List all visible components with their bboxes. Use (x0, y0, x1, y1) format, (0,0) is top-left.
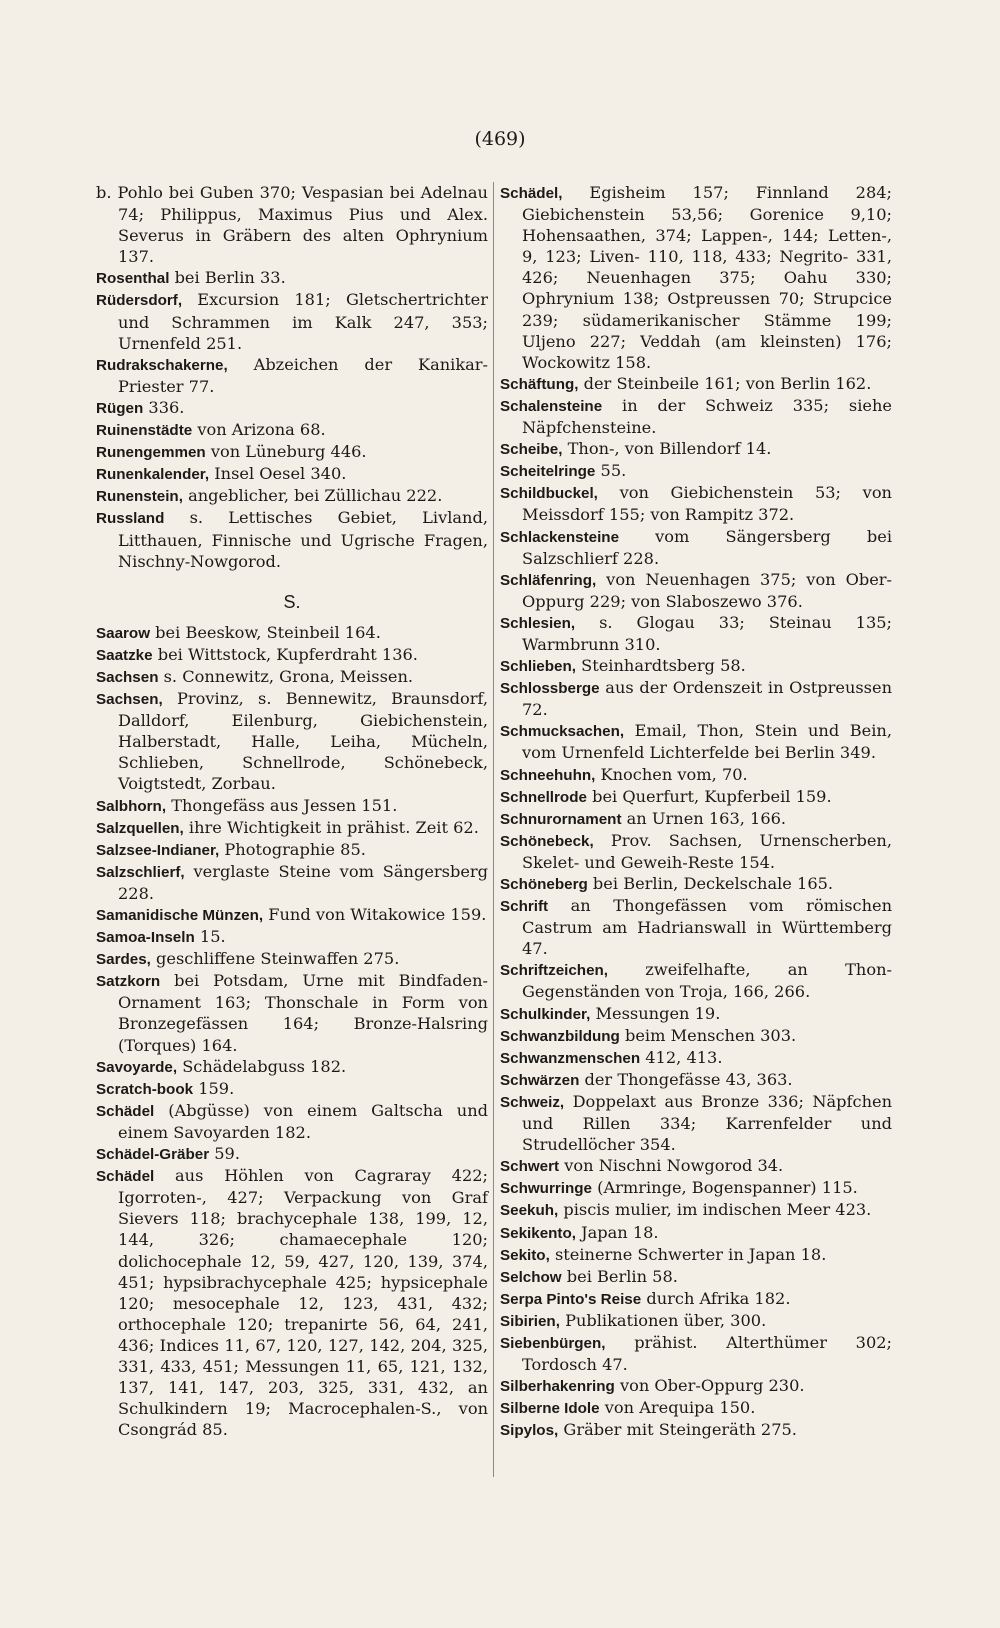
index-entry (500, 1177, 892, 1199)
entry-heading: Ruinenstädte (96, 422, 193, 440)
index-entry (500, 612, 892, 655)
entry-text: Thongefäss aus Jessen 151. (166, 795, 398, 815)
entry-heading: Siebenbürgen, (500, 1334, 606, 1352)
index-entry (500, 1332, 892, 1375)
index-entry (500, 1155, 892, 1177)
index-entry (500, 395, 892, 438)
entry-heading: Schädel-Gräber (96, 1146, 210, 1164)
entry-heading: Schlesien, (500, 614, 576, 632)
index-entry (96, 839, 488, 861)
entry-text: Excursion 181; Gletschertrichter und Schrammen im Kalk 247, 353; Urnenfeld 251. (118, 290, 488, 353)
entry-heading: Samoa-Inseln (96, 929, 195, 947)
entry-heading: Saarow (96, 624, 151, 642)
entry-heading: Scheibe, (500, 441, 563, 459)
entry-text: Japan 18. (575, 1222, 659, 1242)
entry-text: Schädelabguss 182. (177, 1056, 347, 1076)
entry-text: 412, 413. (640, 1047, 723, 1067)
entry-text: Prov. Sachsen, Urnenscherben, Skelet- und Geweih-Reste 154. (522, 830, 892, 872)
entry-text: der Steinbeile 161; von Berlin 162. (578, 373, 872, 393)
entry-text: Messungen 19. (590, 1003, 721, 1023)
entry-text: Abzeichen der Kanikar-Priester 77. (118, 354, 488, 396)
entry-heading: Salzquellen, (96, 819, 184, 837)
index-entry (500, 1003, 892, 1025)
entry-heading: Schlossberge (500, 680, 600, 698)
right-column (500, 182, 892, 1441)
entry-heading: Schlackensteine (500, 528, 620, 546)
index-entry (96, 1143, 488, 1165)
index-entry (500, 1091, 892, 1155)
entry-text: b. Pohlo bei Guben 370; Vespasian bei Adelnau 74; Philippus, Maximus Pius und Alex. Severus in Gräbern des alten Ophrynium 137. (96, 183, 488, 267)
index-entry (500, 1397, 892, 1419)
entry-text: bei Berlin, Deckelschale 165. (587, 874, 834, 893)
entry-text: durch Afrika 182. (641, 1288, 791, 1308)
entry-text: s. Glogau 33; Steinau 135; Warmbrunn 310. (522, 612, 892, 654)
index-entry (500, 655, 892, 677)
entry-heading: Schwurringe (500, 1180, 592, 1198)
entry-text: Egisheim 157; Finnland 284; Giebichenstein 53,56; Gorenice 9,10; Hohensaathen, 374; Lappen-, 144; Letten-, 9, 123; Liven- 110, 118, 433; Negrito- 331, 426; Neuenhagen 375; Oahu 330; Ophrynium 138; Ostpreussen 70; Strupcice 239; südamerikanischer Stämme 199; Uljeno 227; Veddah (am kleinsten) 176; Wockowitz 158. (522, 183, 892, 372)
index-entry (96, 419, 488, 441)
index-entry (96, 926, 488, 948)
entry-text: Knochen vom, 70. (595, 764, 748, 784)
entry-heading: Rügen (96, 399, 144, 417)
index-entry (96, 1078, 488, 1100)
entry-text: von Ober-Oppurg 230. (614, 1376, 805, 1396)
entry-text: bei Berlin 58. (561, 1266, 678, 1286)
entry-heading: Saatzke (96, 646, 153, 664)
index-entry (500, 1375, 892, 1397)
entry-text: (Abgüsse) von einem Galtscha und einem Savoyarden 182. (118, 1100, 488, 1142)
index-entry (96, 948, 488, 970)
entry-heading: Schwanzbildung (500, 1027, 620, 1045)
entry-text: aus der Ordenszeit in Ostpreussen 72. (522, 678, 892, 720)
entry-heading: Sekikento, (500, 1224, 576, 1242)
entry-text: 55. (595, 461, 627, 481)
entry-text: piscis mulier, im indischen Meer 423. (558, 1200, 872, 1220)
entry-heading: Sachsen, (96, 691, 163, 709)
index-entry (500, 1069, 892, 1091)
index-entry (500, 808, 892, 830)
entry-heading: Rosenthal (96, 270, 170, 288)
entry-text: Gräber mit Steingeräth 275. (558, 1420, 797, 1440)
index-entry (96, 1100, 488, 1143)
index-entry (96, 354, 488, 397)
entry-heading: Schweiz, (500, 1093, 565, 1111)
index-entry (500, 1199, 892, 1221)
index-entry (500, 1310, 892, 1332)
entry-text: von Arequipa 150. (599, 1398, 756, 1418)
entry-text: an Urnen 163, 166. (621, 808, 787, 828)
entry-text: Insel Oesel 340. (209, 464, 347, 484)
entry-text: prähist. Alterthümer 302; Tordosch 47. (522, 1332, 892, 1375)
index-entry (96, 1165, 488, 1440)
entry-text: Thon-, von Billendorf 14. (562, 439, 772, 459)
index-entry (500, 569, 892, 612)
entry-text: von Lüneburg 446. (205, 442, 367, 462)
index-entry (500, 1419, 892, 1441)
index-entry (500, 1288, 892, 1310)
entry-heading: Sipylos, (500, 1422, 559, 1440)
entry-text: verglaste Steine vom Sängersberg 228. (118, 861, 488, 903)
entry-text: in der Schweiz 335; siehe Näpfchensteine. (522, 395, 892, 438)
entry-heading: Sibirien, (500, 1312, 560, 1330)
entry-heading: Selchow (500, 1268, 562, 1286)
index-entry (500, 460, 892, 482)
entry-text: vom Sängersberg bei Salzschlierf 228. (522, 526, 892, 568)
index-entry (96, 795, 488, 817)
entry-heading: Rüdersdorf, (96, 292, 183, 310)
index-entry (96, 1056, 488, 1078)
index-entry (96, 485, 488, 507)
entry-text: bei Potsdam, Urne mit Bindfaden-Ornament 163; Thonschale in Form von Bronzegefässen 164; Bronze-Halsring (Torques) 164. (118, 971, 488, 1055)
entry-heading: Schäftung, (500, 375, 579, 393)
entry-text: geschliffene Steinwaffen 275. (150, 949, 400, 969)
index-entry (500, 895, 892, 959)
index-entry (96, 397, 488, 419)
index-entry (500, 1266, 892, 1288)
entry-text: Email, Thon, Stein und Bein, vom Urnenfeld Lichterfelde bei Berlin 349. (522, 721, 892, 763)
entry-text: bei Beeskow, Steinbeil 164. (150, 622, 381, 642)
entry-text: von Nischni Nowgorod 34. (559, 1156, 784, 1176)
page-number: (469) (474, 128, 526, 150)
entry-heading: Schwanzmenschen (500, 1049, 641, 1067)
left-column (96, 182, 488, 1440)
entry-heading: Sekito, (500, 1246, 550, 1264)
entry-text: angeblicher, bei Züllichau 222. (182, 486, 443, 506)
entry-heading: Schulkinder, (500, 1005, 591, 1023)
entry-text: 159. (193, 1078, 235, 1098)
entry-heading: Salzsee-Indianer, (96, 841, 220, 859)
index-entry (500, 438, 892, 460)
entry-text: steinerne Schwerter in Japan 18. (549, 1244, 827, 1264)
entry-heading: Sardes, (96, 951, 151, 969)
entry-heading: Schädel, (500, 185, 563, 202)
index-entry (96, 861, 488, 904)
entry-heading: Schildbuckel, (500, 485, 598, 503)
index-entry (500, 526, 892, 569)
index-entry (96, 289, 488, 353)
entry-heading: Schnellrode (500, 788, 587, 806)
entry-text: bei Berlin 33. (169, 268, 286, 288)
entry-heading: Sachsen (96, 668, 159, 686)
index-entry (500, 1047, 892, 1069)
entry-heading: Schöneberg (500, 876, 588, 893)
entry-heading: Runenkalender, (96, 466, 210, 484)
entry-heading: Salzschlierf, (96, 863, 185, 881)
entry-heading: Silberne Idole (500, 1400, 600, 1418)
index-entry (96, 666, 488, 688)
entry-heading: Rudrakschakerne, (96, 356, 228, 374)
entry-heading: Salbhorn, (96, 797, 167, 815)
entry-text: ihre Wichtigkeit in prähist. Zeit 62. (183, 817, 479, 837)
entry-text: von Giebichenstein 53; von Meissdorf 155; von Rampitz 372. (522, 483, 892, 525)
index-entry (96, 688, 488, 794)
entry-heading: Seekuh, (500, 1202, 559, 1220)
entry-text: bei Wittstock, Kupferdraht 136. (152, 644, 418, 664)
entry-heading: Serpa Pinto's Reise (500, 1290, 642, 1308)
entry-heading: Samanidische Münzen, (96, 907, 264, 924)
entry-heading: Schwert (500, 1158, 560, 1176)
entry-text: 59. (209, 1144, 240, 1164)
entry-heading: Savoyarde, (96, 1058, 178, 1076)
index-entry (500, 182, 892, 373)
entry-text: Doppelaxt aus Bronze 336; Näpfchen und Rillen 334; Karrenfelder und Strudellöcher 354. (522, 1091, 892, 1155)
entry-heading: Schmucksachen, (500, 723, 625, 741)
entry-text: Steinhardtsberg 58. (575, 656, 746, 676)
entry-heading: Schrift (500, 898, 549, 916)
entry-heading: Scheitelringe (500, 463, 596, 481)
index-entry (96, 622, 488, 644)
index-entry (96, 817, 488, 839)
left-entries-after-section (96, 622, 488, 1441)
entry-heading: Silberhakenring (500, 1378, 615, 1396)
entry-text: s. Lettisches Gebiet, Livland, Litthauen, Finnische und Ugrische Fragen, Nischny-Nowgorod. (118, 508, 488, 571)
entry-text: Photographie 85. (219, 839, 366, 859)
entry-text: Fund von Witakowice 159. (263, 905, 487, 924)
index-entry (500, 959, 892, 1002)
index-entry (500, 373, 892, 395)
right-entries (500, 182, 892, 1441)
entry-text: 336. (143, 397, 185, 417)
entry-heading: Schädel (96, 1102, 155, 1120)
left-entries-before-section (96, 182, 488, 572)
index-entry (96, 267, 488, 289)
entry-heading: Schwärzen (500, 1071, 580, 1089)
entry-heading: Satzkorn (96, 973, 161, 991)
entry-text: 15. (194, 927, 226, 947)
index-entry (96, 644, 488, 666)
index-entry (500, 1025, 892, 1047)
entry-heading: Scratch-book (96, 1080, 194, 1098)
entry-heading: Russland (96, 510, 165, 528)
entry-heading: Runenstein, (96, 488, 183, 506)
entry-text: beim Menschen 303. (619, 1025, 797, 1045)
entry-heading: Runengemmen (96, 444, 206, 462)
index-entry (96, 507, 488, 571)
index-entry (500, 720, 892, 763)
entry-text: (Armringe, Bogenspanner) 115. (592, 1178, 858, 1198)
index-entry (500, 830, 892, 873)
entry-text: s. Connewitz, Grona, Meissen. (158, 666, 414, 686)
entry-text: von Arizona 68. (192, 420, 326, 440)
entry-text: Provinz, s. Bennewitz, Braunsdorf, Dalldorf, Eilenburg, Giebichenstein, Halberstadt, Halle, Leiha, Mücheln, Schlieben, Schnellrode, Schönebeck, Voigtstedt, Zorbau. (118, 689, 488, 794)
entry-heading: Schläfenring, (500, 571, 597, 589)
index-entry (96, 904, 488, 926)
entry-text: von Neuenhagen 375; von Ober-Oppurg 229; von Slaboszewo 376. (522, 569, 892, 611)
entry-heading: Schriftzeichen, (500, 962, 609, 980)
section-letter: S. (283, 591, 301, 612)
column-divider (493, 182, 494, 1477)
index-entry (500, 786, 892, 808)
entry-heading: Schädel (96, 1168, 155, 1186)
index-entry (500, 764, 892, 786)
index-entry (96, 182, 488, 267)
entry-text: bei Querfurt, Kupferbeil 159. (586, 786, 832, 806)
entry-text: zweifelhafte, an Thon-Gegenständen von Troja, 166, 266. (522, 960, 892, 1002)
entry-heading: Schönebeck, (500, 832, 594, 850)
entry-heading: Schlieben, (500, 658, 576, 676)
index-entry (500, 482, 892, 525)
entry-heading: Schneehuhn, (500, 766, 596, 784)
entry-text: an Thongefässen vom römischen Castrum am Hadrianswall in Württemberg 47. (522, 896, 892, 959)
entry-text: der Thongefässe 43, 363. (579, 1069, 793, 1089)
index-entry (96, 970, 488, 1055)
entry-heading: Schnurornament (500, 810, 622, 828)
index-entry (96, 441, 488, 463)
index-entry (500, 1222, 892, 1244)
index-entry (500, 873, 892, 895)
entry-text: Publikationen über, 300. (559, 1310, 767, 1330)
entry-text: aus Höhlen von Cagraray 422; Igorroten-, 427; Verpackung von Graf Sievers 118; brachycephale 138, 199, 12, 144, 326; chamaecephale 120; dolichocephale 12, 59, 427, 120, 139, 374, 451; hypsibrachycephale 425; hypsicephale 120; mesocephale 12, 123, 431, 432; orthocephale 120; trepanirte 56, 64, 241, 436; Indices 11, 67, 120, 127, 142, 204, 325, 331, 433, 451; Messungen 11, 65, 121, 132, 137, 141, 147, 203, 325, 331, 432, an Schulkindern 19; Macrocephalen-S., von Csongrád 85. (118, 1166, 488, 1440)
index-entry (500, 677, 892, 720)
index-entry (96, 463, 488, 485)
index-entry (500, 1244, 892, 1266)
entry-heading: Schalensteine (500, 397, 603, 415)
